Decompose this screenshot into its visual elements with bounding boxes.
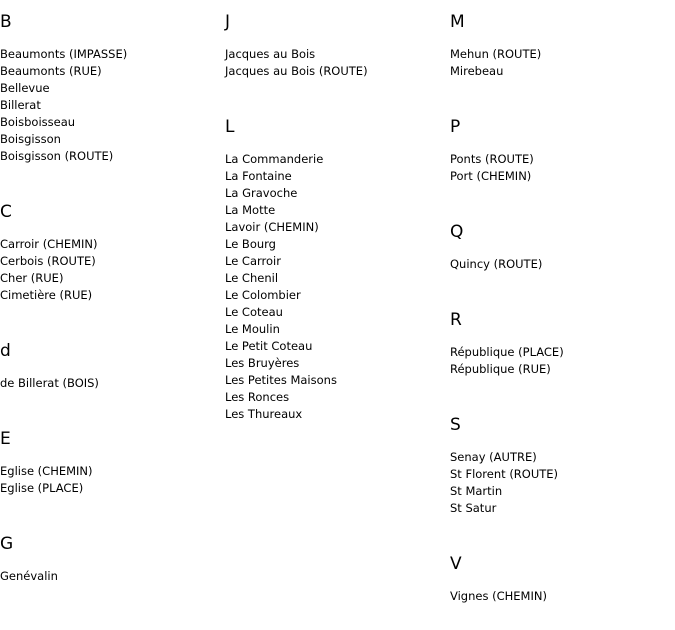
letter-heading: E <box>0 429 11 449</box>
street-list <box>450 344 670 378</box>
street-list-item: Beaumonts (IMPASSE) <box>0 47 128 61</box>
street-list-item: Boisgisson (ROUTE) <box>0 149 114 163</box>
street-list-item: St Florent (ROUTE) <box>450 467 559 481</box>
letter-heading: G <box>0 534 14 554</box>
street-list-item: Jacques au Bois (ROUTE) <box>225 64 368 78</box>
street-list-item: Le Colombier <box>225 288 301 302</box>
street-list-item: Le Moulin <box>225 322 280 336</box>
letter-section <box>450 0 670 80</box>
letter-heading: B <box>0 12 12 32</box>
street-list-item: La Motte <box>225 203 276 217</box>
letter-section <box>225 105 445 423</box>
letter-section <box>0 0 220 165</box>
street-list-item: Le Bourg <box>225 237 276 251</box>
street-list <box>450 46 670 80</box>
street-list-item: Cerbois (ROUTE) <box>0 254 96 268</box>
street-list <box>450 151 670 185</box>
street-list-item: Le Chenil <box>225 271 279 285</box>
letter-section <box>450 542 670 605</box>
index-column-2 <box>225 0 445 448</box>
street-list-item: Boisboisseau <box>0 115 76 129</box>
street-list-item: St Martin <box>450 484 503 498</box>
street-list-item: Les Bruyères <box>225 356 300 370</box>
street-list-item: Ponts (ROUTE) <box>450 152 534 166</box>
street-list-item: Bellevue <box>0 81 50 95</box>
street-list-item: La Fontaine <box>225 169 292 183</box>
street-list <box>225 46 445 80</box>
street-list-item: Senay (AUTRE) <box>450 450 537 464</box>
letter-section <box>450 105 670 185</box>
street-list-item: Le Carroir <box>225 254 281 268</box>
street-list-item: La Gravoche <box>225 186 298 200</box>
letter-section <box>0 329 220 392</box>
index-column-3 <box>450 0 670 630</box>
letter-section <box>0 417 220 497</box>
street-list-item: Les Petites Maisons <box>225 373 337 387</box>
letter-section <box>450 210 670 273</box>
letter-heading: L <box>225 117 235 137</box>
street-list <box>0 463 220 497</box>
street-list-item: Le Coteau <box>225 305 283 319</box>
letter-section <box>0 190 220 304</box>
letter-heading: C <box>0 202 12 222</box>
letter-heading: R <box>450 310 462 330</box>
street-list <box>0 375 220 392</box>
street-list-item: Lavoir (CHEMIN) <box>225 220 319 234</box>
street-list-item: Jacques au Bois <box>225 47 316 61</box>
letter-section <box>0 522 220 585</box>
letter-heading: V <box>450 554 462 574</box>
street-list-item: République (PLACE) <box>450 345 564 359</box>
street-list-item: Port (CHEMIN) <box>450 169 532 183</box>
street-list-item: Le Petit Coteau <box>225 339 313 353</box>
letter-heading: d <box>0 341 11 361</box>
letter-section <box>450 403 670 517</box>
street-list <box>0 568 220 585</box>
street-list <box>450 588 670 605</box>
street-list-item: Les Thureaux <box>225 407 303 421</box>
street-list-item: Billerat <box>0 98 41 112</box>
street-list-item: Genévalin <box>0 569 58 583</box>
street-list-item: Mirebeau <box>450 64 504 78</box>
street-list-item: Les Ronces <box>225 390 290 404</box>
street-list-item: Eglise (CHEMIN) <box>0 464 93 478</box>
letter-heading: Q <box>450 222 464 242</box>
letter-heading: M <box>450 12 465 32</box>
street-list <box>0 46 220 165</box>
letter-heading: J <box>225 12 231 32</box>
street-list-item: République (RUE) <box>450 362 551 376</box>
letter-section <box>450 298 670 378</box>
street-list-item: Mehun (ROUTE) <box>450 47 542 61</box>
street-list-item: La Commanderie <box>225 152 324 166</box>
index-column-1 <box>0 0 220 610</box>
street-list-item: Carroir (CHEMIN) <box>0 237 98 251</box>
street-list-item: Cher (RUE) <box>0 271 64 285</box>
street-list <box>225 151 445 423</box>
street-list-item: de Billerat (BOIS) <box>0 376 99 390</box>
street-list-item: Boisgisson <box>0 132 61 146</box>
letter-heading: P <box>450 117 461 137</box>
street-list-item: Beaumonts (RUE) <box>0 64 102 78</box>
street-list-item: Vignes (CHEMIN) <box>450 589 547 603</box>
street-list-item: Quincy (ROUTE) <box>450 257 543 271</box>
street-list-item: Cimetière (RUE) <box>0 288 93 302</box>
street-list <box>450 256 670 273</box>
letter-heading: S <box>450 415 461 435</box>
street-list <box>0 236 220 304</box>
street-list-item: St Satur <box>450 501 497 515</box>
letter-section <box>225 0 445 80</box>
street-list <box>450 449 670 517</box>
street-list-item: Eglise (PLACE) <box>0 481 84 495</box>
